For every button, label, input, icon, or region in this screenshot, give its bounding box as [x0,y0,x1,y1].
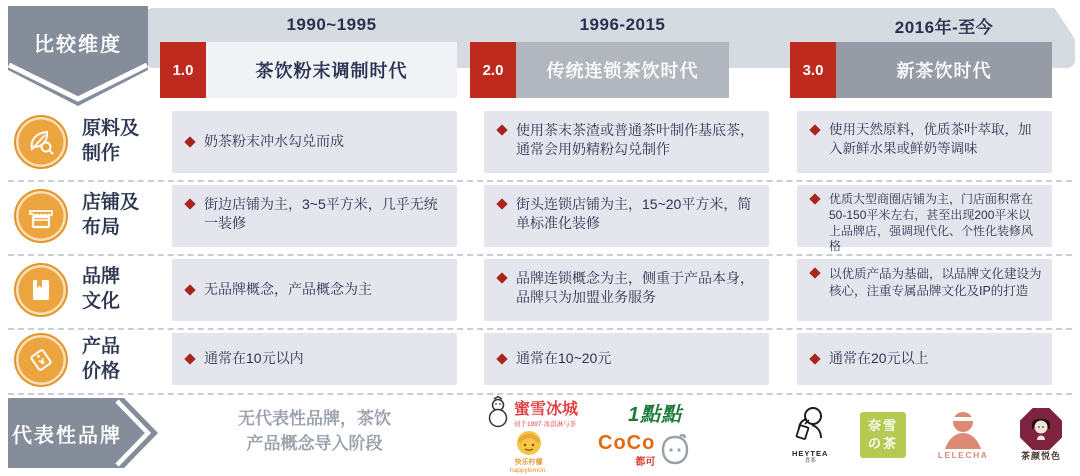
era2-brand-logos [486,392,778,476]
diamond-bullet-icon [184,136,195,147]
diamond-bullet-icon [184,284,195,295]
cell-ingredients-era1: 奶茶粉末冲水勾兑而成 [172,111,457,173]
diamond-bullet-icon [496,124,507,135]
coco-mascot-icon [660,434,690,466]
row-divider [8,180,1072,182]
diamond-bullet-icon [496,272,507,283]
lelecha-figure-icon [941,409,985,449]
mixue-logo: 蜜雪冰城 创于1997·冰淇淋与茶 [486,396,578,428]
era3-title: 新茶饮时代 [836,42,1052,98]
compare-dimension-label: 比较维度 [34,34,122,56]
no-brand-note: 无代表性品牌，茶饮 产品概念导入阶段 [238,409,391,453]
row-divider [8,328,1072,330]
lemon-face-icon [516,430,542,456]
row-label-text: 品牌 文化 [82,266,121,312]
era3-brand-logos [792,398,1062,472]
yidiandian-logo: 1點點 [628,404,683,426]
diamond-bullet-icon [496,353,507,364]
era2-version-badge: 2.0 [470,42,516,98]
diamond-bullet-icon [809,124,820,135]
happy-lemon-logo: 快乐柠檬 happylemon. [510,430,547,474]
row-label-brand [14,263,120,317]
representative-brands-banner [8,398,158,468]
cell-ingredients-era2: 使用茶末茶渣或普通茶叶制作基底茶，通常会用奶精粉勾兑制作 [484,111,769,173]
row-label-text: 店铺及 布局 [82,192,140,238]
diamond-bullet-icon [809,193,820,204]
diamond-bullet-icon [184,198,195,209]
cell-price-era2: 通常在10~20元 [484,333,769,385]
compare-dimension-banner [8,6,148,108]
price-tag-icon [14,333,68,387]
era1-title: 茶饮粉末调制时代 [206,42,457,98]
book-icon [14,263,68,317]
period-label-era1: 1990~1995 [286,15,377,34]
coco-logo: CoCo 都可 [598,432,690,468]
diamond-bullet-icon [184,353,195,364]
cell-store-era3: 优质大型商圈店铺为主，门店面积常在50-150平米左右，甚至出现200平米以上品牌店，强调现代化、个性化装修风格 [797,185,1052,247]
cell-ingredients-era3: 使用天然原料，优质茶叶萃取，加入新鲜水果或鲜奶等调味 [797,111,1052,173]
diamond-bullet-icon [809,353,820,364]
cell-brand-era3: 以优质产品为基础，以品牌文化建设为核心，注重专属品牌文化及IP的打造 [797,259,1052,321]
storefront-icon [14,189,68,243]
row-label-store [14,189,139,243]
cell-brand-era1: 无品牌概念，产品概念为主 [172,259,457,321]
period-label-era3: 2016年-至今 [894,17,994,37]
period-label-era2: 1996-2015 [579,15,666,34]
row-label-price [14,333,120,387]
chayan-logo: 茶颜悦色 [1020,408,1062,462]
row-label-text: 原料及 制作 [82,118,140,164]
nayuki-logo: 奈雪の茶 [860,412,906,458]
snowman-icon [486,396,510,428]
chayan-octagon-icon [1020,408,1062,450]
era3-version-badge: 3.0 [790,42,836,98]
era1-version-badge: 1.0 [160,42,206,98]
cell-store-era2: 街头连锁店铺为主，15~20平方米，简单标准化装修 [484,185,769,247]
era2-title: 传统连锁茶饮时代 [516,42,729,98]
heytea-logo: HEYTEA 喜茶 [792,406,828,464]
row-label-text: 产品 价格 [82,336,121,382]
cell-price-era3: 通常在20元以上 [797,333,1052,385]
row-label-ingredients [14,115,139,169]
leaf-search-icon [14,115,68,169]
cell-price-era1: 通常在10元以内 [172,333,457,385]
cell-brand-era2: 品牌连锁概念为主，侧重于产品本身，品牌只为加盟业务服务 [484,259,769,321]
diamond-bullet-icon [496,198,507,209]
representative-brands-label: 代表性品牌 [12,424,122,447]
heytea-drinking-boy-icon [792,406,828,448]
lelecha-logo: LELECHA [938,409,989,460]
diamond-bullet-icon [809,267,820,278]
cell-store-era1: 街边店铺为主，3~5平方米，几乎无统一装修 [172,185,457,247]
pentagon-banner-shape [8,6,148,108]
